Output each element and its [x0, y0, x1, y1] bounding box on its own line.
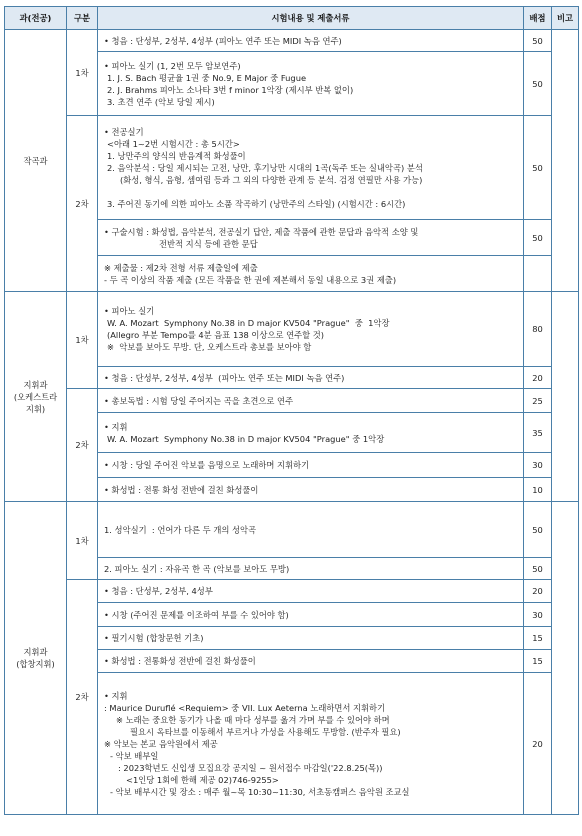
score-cell: 15 [524, 627, 552, 650]
dept-conducting-choir [5, 502, 67, 815]
note-cell [552, 502, 579, 815]
content-line: • 시창 (주어진 문제를 이조하여 부를 수 있어야 함) [104, 609, 289, 620]
dept-line: (합창지휘) [16, 659, 55, 669]
score-cell: 50 [524, 52, 552, 116]
content-line: 2. 피아노 실기 : 자유곡 한 곡 (악보를 보아도 무방) [104, 563, 290, 574]
score-cell: 20 [524, 580, 552, 603]
stage-orch-r1: 1차 [67, 292, 98, 389]
table-row [5, 292, 579, 367]
content-line: • 청음 : 단성부, 2성부, 4성부 (피아노 연주 또는 MIDI 녹음 연주) [104, 372, 345, 383]
stage-composition-r1: 1차 [67, 30, 98, 116]
content-cell [98, 30, 524, 52]
content-cell [98, 453, 524, 478]
note-cell [552, 30, 579, 292]
content-line: • 지휘 [104, 690, 128, 701]
content-line: ※ 노래는 중요한 동기가 나올 때 마다 성부를 옮겨 가며 부를 수 있어야 하며 [116, 714, 390, 725]
content-line: <아래 1~2번 시험시간 : 총 5시간> [107, 138, 240, 149]
content-cell [98, 256, 524, 292]
content-line: • 전공실기 [104, 126, 144, 137]
stage-choir-r2: 2차 [67, 580, 98, 815]
score-cell: 10 [524, 478, 552, 502]
header-score: 배점 [524, 7, 552, 30]
content-line: • 구술시험 : 화성법, 음악분석, 전공실기 답안, 제출 작품에 관한 문답과 음악적 소양 및 [104, 226, 419, 237]
content-line: ※ 악보를 보아도 무방. 단, 오케스트라 총보를 보아야 함 [107, 342, 312, 352]
score-cell: 50 [524, 30, 552, 52]
content-line: 2. J. Brahms 피아노 소나타 3번 f minor 1악장 (제시부 반복 없이) [107, 84, 354, 95]
content-line: : 2023학년도 신입생 모집요강 공지일 ~ 원서접수 마감일('22.8.25(목)) [118, 762, 383, 773]
content-cell [98, 292, 524, 367]
score-cell: 35 [524, 413, 552, 453]
content-line: W. A. Mozart Symphony No.38 in D major KV504 "Prague" 중 1악장 [107, 433, 385, 444]
content-cell [98, 627, 524, 650]
content-line: - 악보 배부일 [110, 750, 159, 761]
content-line: W. A. Mozart Symphony No.38 in D major KV504 "Prague" 중 1악장 [107, 318, 390, 328]
content-line: • 화성법 : 전통화성 전반에 걸친 화성풀이 [104, 656, 256, 666]
exam-requirements-table [4, 6, 579, 815]
dept-line: (오케스트라 [13, 391, 58, 402]
content-line: • 청음 : 단성부, 2성부, 4성부 [104, 586, 213, 596]
header-stage: 구분 [67, 7, 98, 30]
content-line: 필요시 옥타브를 이동해서 부르거나 가성을 사용해도 무방함. (반주자 필요) [130, 726, 401, 737]
content-line: <1인당 1회에 한해 제공 02)746-9255> [126, 774, 279, 785]
content-line: (Allegro 부분 Tempo를 4분 음표 138 이상으로 연주할 것) [107, 330, 325, 340]
content-cell [98, 413, 524, 453]
content-cell [98, 603, 524, 627]
stage-composition-r2: 2차 [67, 116, 98, 292]
content-line: 3. 주어진 동기에 의한 피아노 소품 작곡하기 (낭만주의 스타일) (시험시간 : 6시간) [107, 198, 406, 209]
score-cell: 20 [524, 673, 552, 815]
content-line: • 총보독법 : 시험 당일 주어지는 곡을 초견으로 연주 [104, 395, 294, 406]
content-line: ※ 악보는 본교 음악원에서 제공 [104, 738, 218, 749]
score-cell: 50 [524, 502, 552, 558]
content-line: : Maurice Duruflé <Requiem> 중 VII. Lux Aeterna 노래하면서 지휘하기 [104, 702, 386, 713]
content-cell [98, 502, 524, 558]
content-cell [98, 52, 524, 116]
score-cell: 20 [524, 367, 552, 389]
score-cell: 80 [524, 292, 552, 367]
content-cell [98, 558, 524, 580]
score-cell: 30 [524, 603, 552, 627]
note-cell [552, 292, 579, 502]
stage-orch-r2: 2차 [67, 389, 98, 502]
content-line: (화성, 형식, 음형, 셈여림 등과 그 외의 다양한 관계 등 분석. 검정 연필만 사용 가능) [120, 174, 423, 185]
header-dept: 과(전공) [5, 7, 67, 30]
score-cell: 25 [524, 389, 552, 413]
header-content: 시험내용 및 제출서류 [98, 7, 524, 30]
content-line: 1. J. S. Bach 평균율 1권 중 No.9, E Major 중 Fugue [107, 72, 307, 83]
content-cell [98, 220, 524, 256]
content-cell [98, 367, 524, 389]
content-line: • 피아노 실기 (1, 2번 모두 암보연주) [104, 60, 241, 71]
score-cell: 50 [524, 116, 552, 220]
content-line: 전반적 지식 등에 관한 문답 [159, 238, 258, 249]
content-cell [98, 389, 524, 413]
content-cell [98, 478, 524, 502]
content-line: • 필기시험 (합창문헌 기초) [104, 633, 204, 643]
content-cell [98, 580, 524, 603]
score-cell: 30 [524, 453, 552, 478]
dept-composition: 작곡과 [5, 30, 67, 292]
table-row [5, 580, 579, 603]
content-line: • 피아노 실기 [104, 306, 155, 316]
dept-conducting-orchestra [5, 292, 67, 502]
dept-line: 지휘과 [23, 647, 48, 657]
table-row [5, 502, 579, 558]
content-line: 3. 초견 연주 (악보 당일 제시) [107, 96, 215, 107]
table-row [5, 30, 579, 52]
score-cell: 50 [524, 220, 552, 256]
content-line: 1. 낭만주의 양식의 반음계적 화성풀이 [107, 150, 246, 161]
dept-line: 지휘) [25, 403, 46, 414]
content-line: 2. 음악분석 : 당일 제시되는 고전, 낭만, 후기낭만 시대의 1곡(독주 또는 실내악곡) 분석 [107, 162, 423, 173]
content-cell [98, 650, 524, 673]
header-row [5, 7, 579, 30]
table-row [5, 116, 579, 220]
score-cell [524, 256, 552, 292]
header-note: 비고 [552, 7, 579, 30]
table-row [5, 389, 579, 413]
stage-choir-r1: 1차 [67, 502, 98, 580]
dept-line: 지휘과 [23, 379, 48, 390]
content-line [104, 186, 517, 198]
content-line: - 악보 배부시간 및 장소 : 매주 월~목 10:30~11:30, 서초동캠퍼스 음악원 조교실 [110, 786, 410, 797]
content-cell [98, 116, 524, 220]
content-line: 1. 성악실기 : 언어가 다른 두 개의 성악곡 [104, 524, 257, 535]
content-cell [98, 673, 524, 815]
content-line: • 시창 : 당일 주어진 악보를 음명으로 노래하며 지휘하기 [104, 460, 310, 470]
content-line: • 화성법 : 전통 화성 전반에 걸친 화성풀이 [104, 484, 259, 495]
content-line: ※ 제출물 : 제2차 전형 서류 제출일에 제출 [104, 262, 258, 273]
content-line: - 두 곡 이상의 작품 제출 (모든 작품을 한 권에 제본해서 동일 내용으로 3권 제출) [104, 274, 397, 285]
content-line: • 지휘 [104, 421, 128, 432]
score-cell: 50 [524, 558, 552, 580]
content-line: • 청음 : 단성부, 2성부, 4성부 (피아노 연주 또는 MIDI 녹음 연주) [104, 35, 342, 46]
score-cell: 15 [524, 650, 552, 673]
